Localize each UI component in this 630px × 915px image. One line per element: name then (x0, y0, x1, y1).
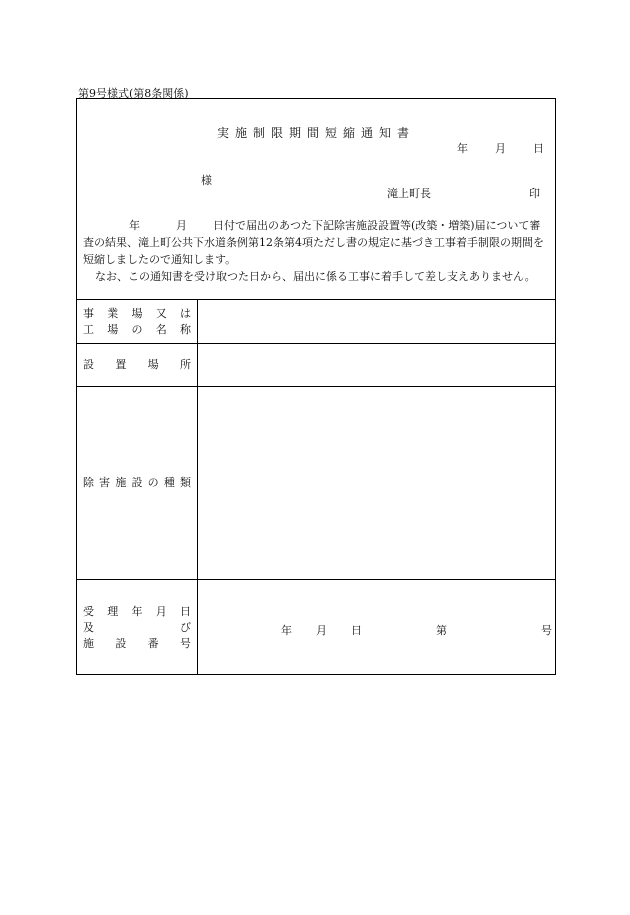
facility-type-field[interactable] (198, 387, 555, 580)
receipt-day: 日 (351, 624, 362, 637)
notice-body (83, 217, 549, 285)
row-business-name (77, 299, 555, 344)
business-name-field[interactable] (198, 300, 555, 344)
row-facility-type-label: 除害施設の種類 (83, 476, 191, 489)
row-installation-location (77, 343, 555, 387)
receipt-info-field[interactable] (198, 580, 555, 677)
row-receipt-info (77, 579, 555, 677)
form-number-label: 第9号様式(第8条関係) (78, 87, 189, 100)
row-business-name-label: 事業場又は 工場の名称 (83, 307, 191, 336)
facility-number-prefix: 第 (436, 624, 447, 637)
date-month-label: 月 (495, 142, 506, 155)
date-year-label: 年 (457, 142, 468, 155)
seal-mark: 印 (529, 187, 540, 200)
date-day-label: 日 (533, 142, 544, 155)
notice-month: 月 (176, 219, 187, 232)
form-title: 実施制限期間短縮通知書 (216, 126, 415, 140)
notification-form (76, 98, 556, 675)
receipt-month: 月 (316, 624, 327, 637)
row-installation-location-label: 設置場所 (83, 358, 191, 371)
installation-location-field[interactable] (198, 344, 555, 387)
notice-paragraph-2: なお、この通知書を受け取つた日から、届出に係る工事に着手して差し支えありません。 (95, 270, 536, 283)
issuer-name: 滝上町長 (387, 187, 431, 200)
notice-year: 年 (129, 219, 140, 232)
addressee-suffix: 様 (201, 174, 212, 187)
receipt-year: 年 (281, 624, 292, 637)
facility-number-suffix: 号 (541, 624, 552, 637)
notice-paragraph-1 (83, 217, 549, 268)
notice-text: 日付で届出のあつた下記除害施設設置等(改築・増築)届について審査の結果、滝上町公共下水道条例第12条第4項ただし書の規定に基づき工事着手制限の期間を短縮しましたので通知します。 (83, 219, 544, 266)
row-facility-type (77, 386, 555, 580)
row-receipt-info-label: 受理年月日 及び 施設番号 (83, 605, 191, 650)
